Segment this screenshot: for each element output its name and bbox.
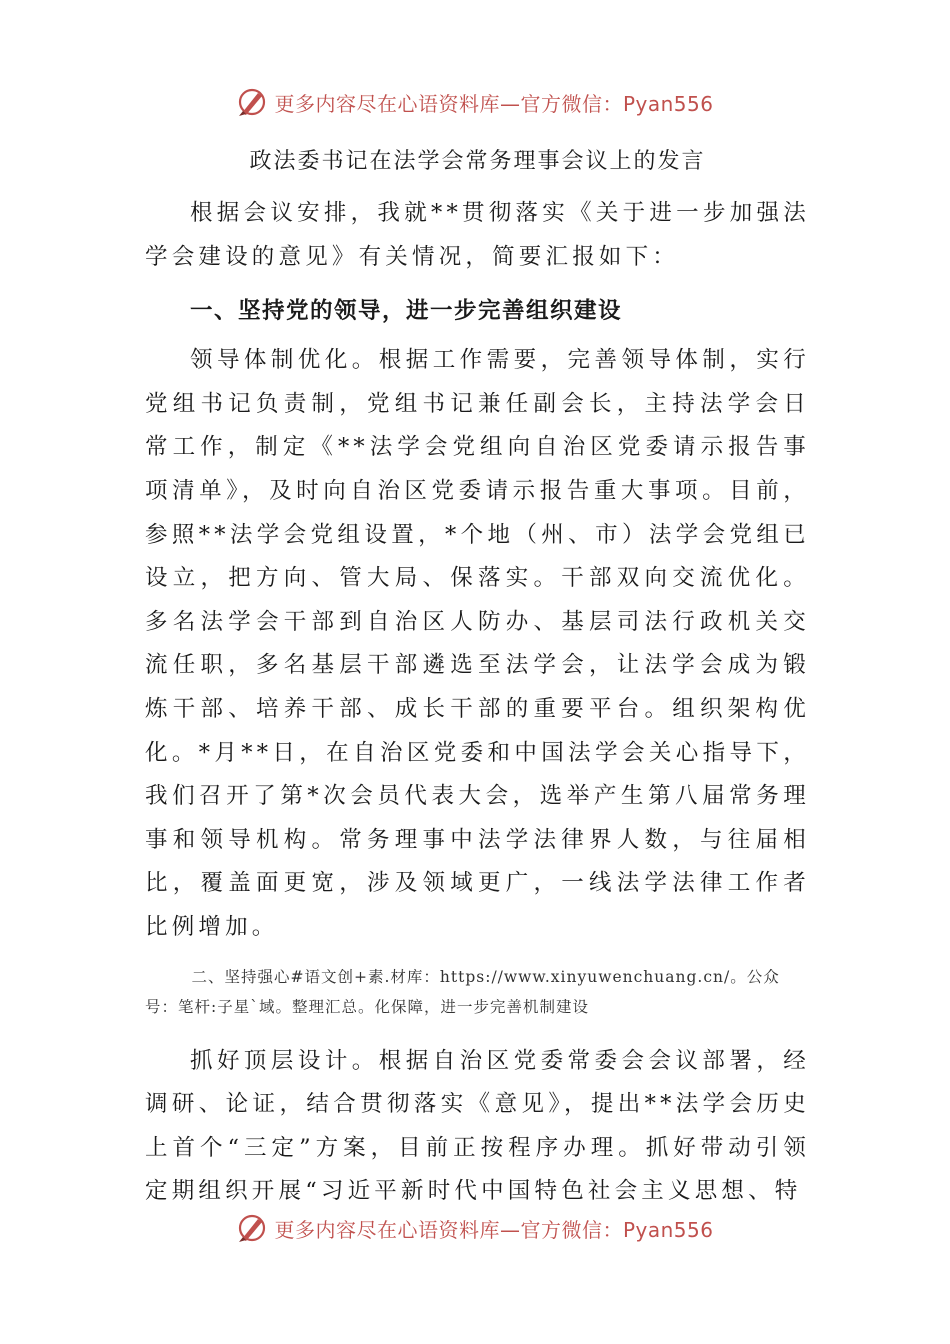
section2-body: 抓好顶层设计。根据自治区党委常委会会议部署，经调研、论证，结合贯彻落实《意见》，提出**法学会历史上首个“三定”方案，目前正按程序办理。抓好带动引领定期组织开展“习近平新时代中国特色社会主义思想、特 — [145, 1047, 810, 1205]
intro-paragraph: 根据会议安排，我就**贯彻落实《关于进一步加强法学会建设的意见》有关情况，简要汇报如下： — [145, 200, 810, 270]
section1-heading: 一、坚持党的领导，进一步完善组织建设 — [190, 298, 623, 325]
watermark-text: 更多内容尽在心语资料库—官方微信：Pyan556 — [274, 1217, 714, 1242]
pen-circle-logo-icon — [236, 1212, 268, 1244]
document-page — [145, 140, 810, 1214]
watermark-footer — [0, 1208, 950, 1248]
document-title: 政法委书记在法学会常务理事会议上的发言 — [249, 149, 706, 174]
pen-circle-logo-icon — [236, 86, 268, 118]
watermark-header — [0, 82, 950, 122]
watermark-text: 更多内容尽在心语资料库—官方微信：Pyan556 — [274, 91, 714, 116]
section1-body: 领导体制优化。根据工作需要，完善领导体制，实行党组书记负责制，党组书记兼任副会长，主持法学会日常工作，制定《**法学会党组向自治区党委请示报告事项清单》，及时向自治区党委请示报告重大事项。目前，参照**法学会党组设置，*个地（州、市）法学会党组已设立，把方向、管大局、保落实。干部双向交流优化。多名法学会干部到自治区人防办、基层司法行政机关交流任职，多名基层干部遴选至法学会，让法学会成为锻炼干部、培养干部、成长干部的重要平台。组织架构优化。*月**日，在自治区党委和中国法学会关心指导下，我们召开了第*次会员代表大会，选举产生第八届常务理事和领导机构。常务理事中法学法律界人数，与往届相比，覆盖面更宽，涉及领域更广，一线法学法律工作者比例增加。 — [145, 347, 810, 940]
section2-heading-line: 二、坚持强心#语文创+素.材库：https://www.xinyuwenchuang.cn/。公众号：笔杆:子星`域。整理汇总。化保障，进一步完善机制建设 — [145, 967, 780, 1016]
